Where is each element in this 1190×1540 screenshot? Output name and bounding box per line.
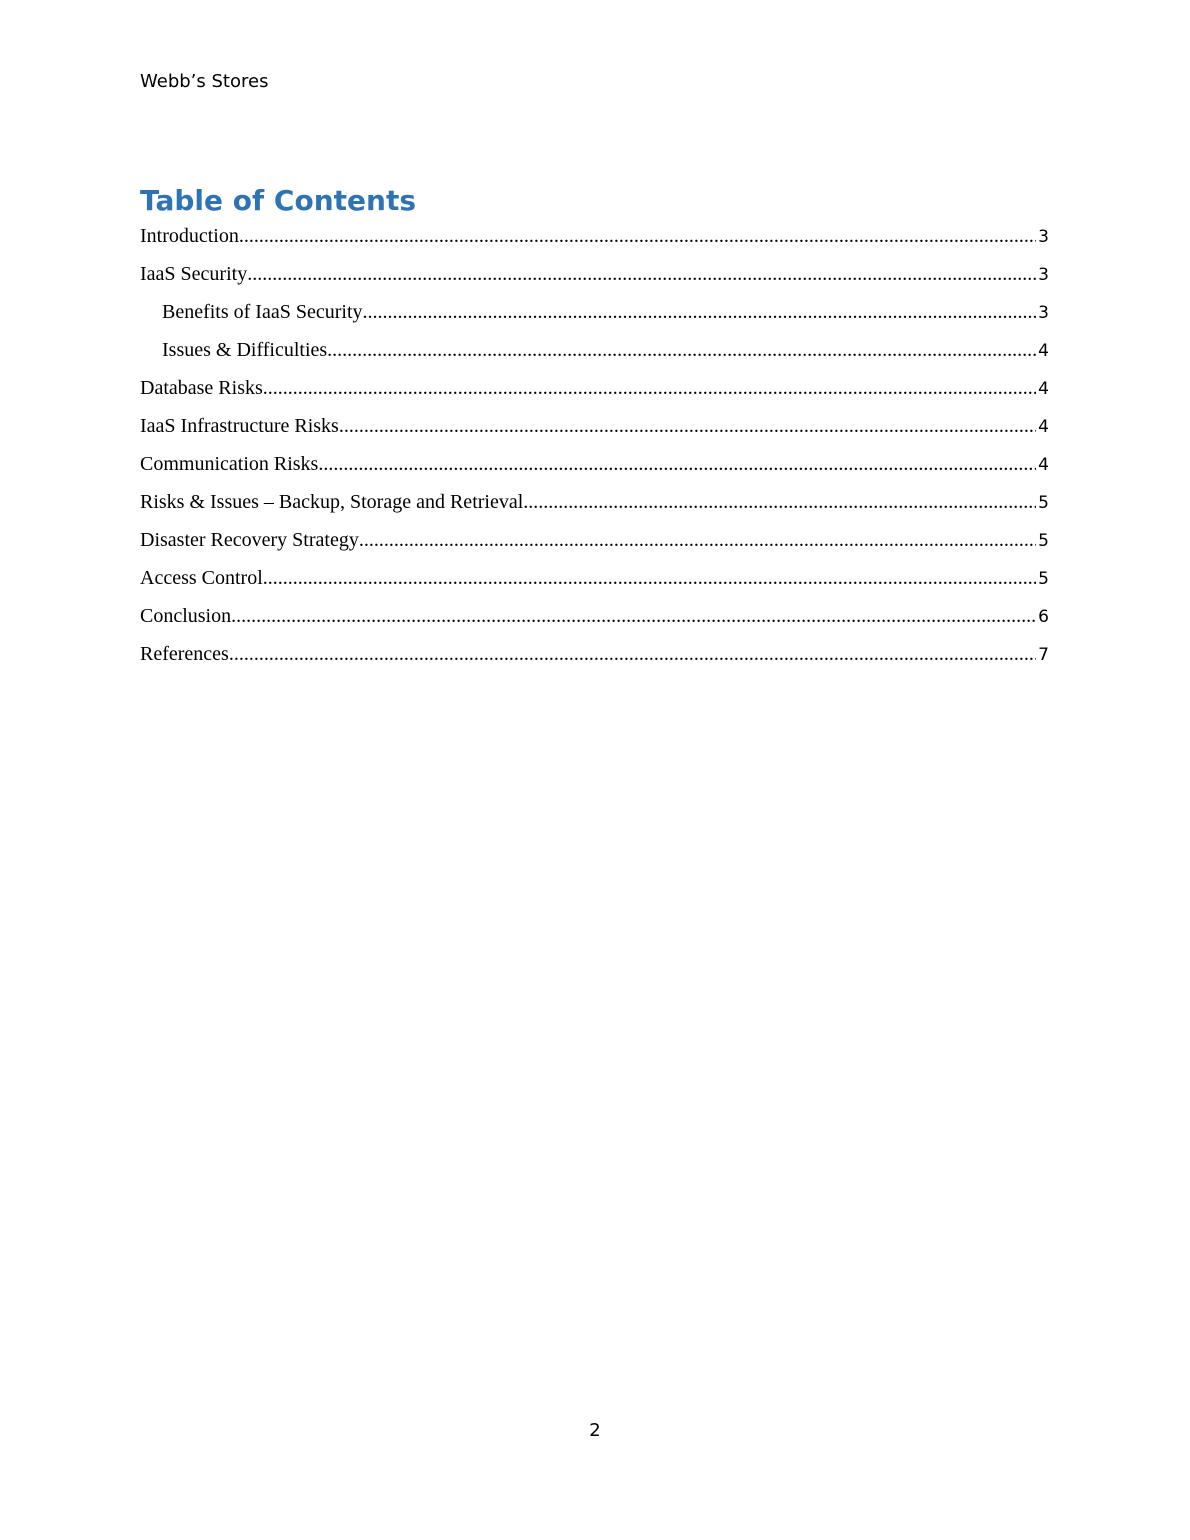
toc-page-number: 7 (1038, 645, 1049, 665)
toc-entry-text: References (140, 643, 229, 665)
toc-entry-issues-difficulties[interactable] (140, 336, 1049, 374)
toc-dot-leader (247, 260, 1036, 288)
toc-dot-leader (363, 298, 1037, 326)
toc-entry-text: Communication Risks (140, 453, 319, 475)
toc-entry-text: Disaster Recovery Strategy (140, 529, 359, 551)
toc-entry-introduction[interactable] (140, 222, 1049, 260)
toc-dot-leader (263, 564, 1036, 592)
toc-page-number: 3 (1038, 227, 1049, 247)
toc-entry-database-risks[interactable] (140, 374, 1049, 412)
toc-page-number: 4 (1038, 455, 1049, 475)
toc-dot-leader (523, 488, 1036, 516)
toc-page-number: 5 (1038, 569, 1049, 589)
toc-entry-text: Database Risks (140, 377, 263, 399)
toc-dot-leader (339, 412, 1036, 440)
toc-dot-leader (231, 602, 1036, 630)
toc-dot-leader (318, 450, 1036, 478)
toc-dot-leader (263, 374, 1036, 402)
toc-page-number: 5 (1038, 493, 1049, 513)
toc-entry-benefits-of-iaas-security[interactable] (140, 298, 1049, 336)
toc-entry-text: IaaS Security (140, 263, 248, 285)
toc-page-number: 3 (1038, 303, 1049, 323)
toc-entry-text: Benefits of IaaS Security (162, 301, 363, 323)
toc-dot-leader (229, 640, 1036, 668)
toc-title: Table of Contents (140, 184, 417, 217)
toc-entry-risks-issues-backup[interactable] (140, 488, 1049, 526)
toc-entry-access-control[interactable] (140, 564, 1049, 602)
toc-page-number: 5 (1038, 531, 1049, 551)
toc-entry-text: Access Control (140, 567, 263, 589)
toc-page-number: 3 (1038, 265, 1049, 285)
page-number: 2 (589, 1420, 601, 1441)
toc-page-number: 4 (1038, 417, 1049, 437)
toc-dot-leader (239, 222, 1036, 250)
toc-entry-text: IaaS Infrastructure Risks (140, 415, 339, 437)
toc-dot-leader (359, 526, 1036, 554)
toc-entry-text: Issues & Difficulties (162, 339, 328, 361)
toc-page-number: 4 (1038, 379, 1049, 399)
toc-entry-communication-risks[interactable] (140, 450, 1049, 488)
toc-entry-conclusion[interactable] (140, 602, 1049, 640)
toc-entry-disaster-recovery-strategy[interactable] (140, 526, 1049, 564)
toc-page-number: 4 (1038, 341, 1049, 361)
toc-entry-iaas-infrastructure-risks[interactable] (140, 412, 1049, 450)
toc-entry-references[interactable] (140, 640, 1049, 678)
table-of-contents (140, 222, 1049, 678)
page-header: Webb’s Stores (140, 71, 269, 92)
toc-page-number: 6 (1038, 607, 1049, 627)
toc-entry-text: Risks & Issues – Backup, Storage and Retrieval (140, 491, 524, 513)
toc-entry-iaas-security[interactable] (140, 260, 1049, 298)
toc-entry-text: Introduction (140, 225, 239, 247)
toc-dot-leader (327, 336, 1036, 364)
toc-entry-text: Conclusion (140, 605, 232, 627)
